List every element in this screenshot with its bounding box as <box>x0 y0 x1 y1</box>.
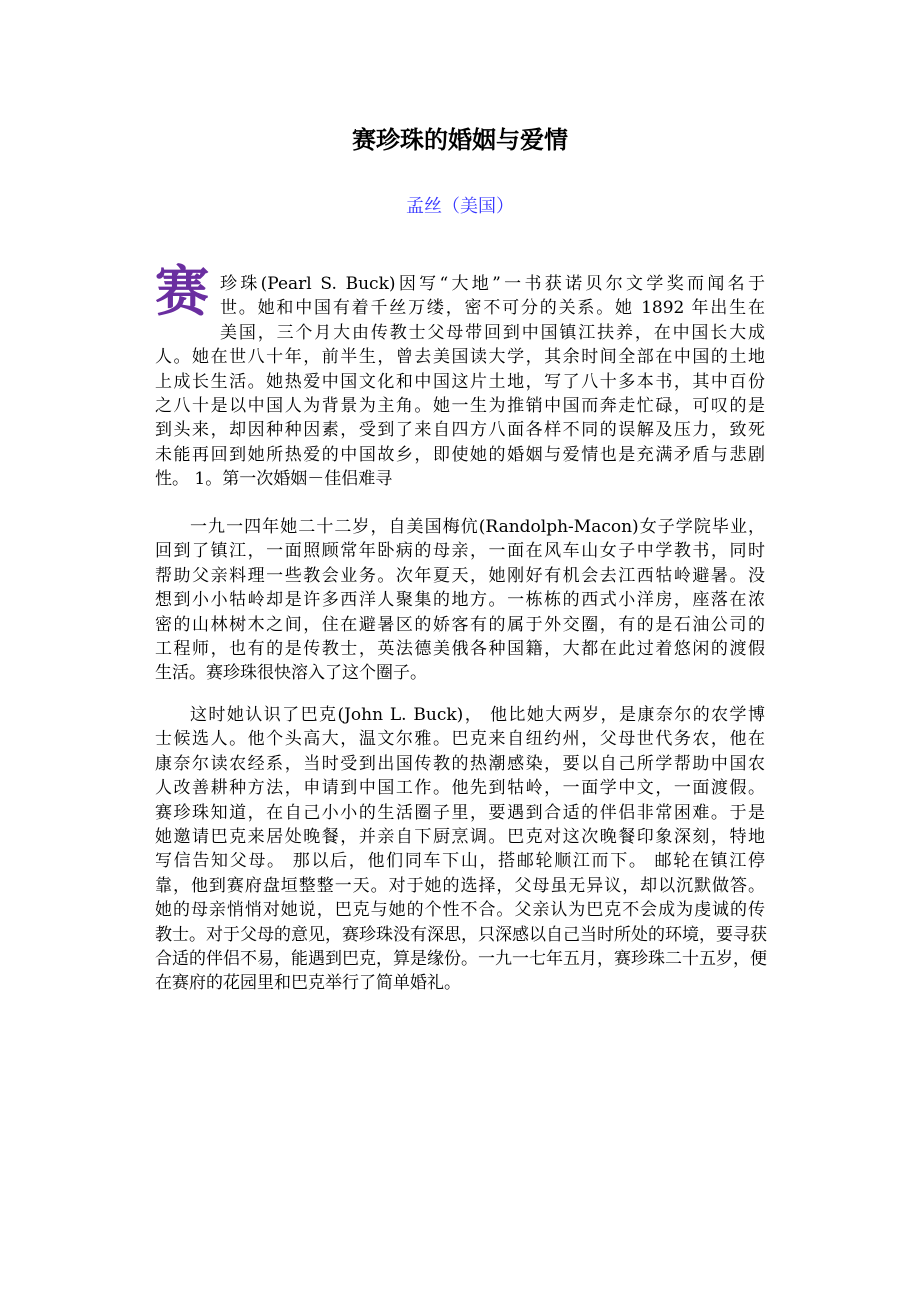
text-line: 生活。赛珍珠很快溶入了这个圈子。 <box>155 663 427 684</box>
text-line: 性。 1。第一次婚姻－佳侣难寻 <box>155 469 393 490</box>
text-line: 美国，三个月大由传教士父母带回到中国镇江扶养，在中国长大成 <box>220 322 765 343</box>
text-line: 写信告知父母。 那以后，他们同车下山，搭邮轮顺江而下。 邮轮在镇江停 <box>155 851 765 872</box>
text-line: 人改善耕种方法，申请到中国工作。他先到牯岭，一面学中文，一面渡假。 <box>155 778 765 799</box>
text-line: 人。她在世八十年，前半生，曾去美国读大学，其余时间全部在中国的土地 <box>155 347 765 368</box>
text-line: 教士。对于父母的意见，赛珍珠没有深思，只深感以自己当时所处的环境，要寻获 <box>155 924 767 945</box>
text-line: 合适的伴侣不易，能遇到巴克，算是缘份。一九一七年五月，赛珍珠二十五岁，便 <box>155 948 767 969</box>
text-line: 上成长生活。她热爱中国文化和中国这片土地，写了八十多本书，其中百份 <box>155 371 765 392</box>
drop-cap: 赛 <box>155 260 209 323</box>
paragraph-meeting-buck <box>155 703 765 996</box>
text-line: 到头来，却因种种因素，受到了来自四方八面各样不同的误解及压力，致死 <box>155 420 765 441</box>
text-line: 工程师，也有的是传教士，英法德美俄各种国籍，大都在此过着悠闲的渡假 <box>155 638 765 659</box>
text-line: 康奈尔读农经系，当时受到出国传教的热潮感染，要以自己所学帮助中国农 <box>155 753 765 774</box>
text-line: 她的母亲悄悄对她说，巴克与她的个性不合。父亲认为巴克不会成为虔诚的传 <box>155 900 765 921</box>
text-line: 未能再回到她所热爱的中国故乡，即使她的婚姻与爱情也是充满矛盾与悲剧 <box>155 444 765 465</box>
text-line: 回到了镇江，一面照顾常年卧病的母亲，一面在风车山女子中学教书，同时 <box>155 541 765 562</box>
text-line: 赛珍珠知道，在自己小小的生活圈子里，要遇到合适的伴侣非常困难。于是 <box>155 802 765 823</box>
text-line: 靠，他到赛府盘垣整整一天。对于她的选择，父母虽无异议，却以沉默做答。 <box>155 875 765 896</box>
text-line: 世。她和中国有着千丝万缕，密不可分的关系。她 1892 年出生在 <box>220 298 765 319</box>
paragraph-intro <box>155 272 765 492</box>
text-line: 士候选人。他个头高大，温文尔雅。巴克来自纽约州，父母世代务农，他在 <box>155 729 765 750</box>
text-line: 在赛府的花园里和巴克举行了简单婚礼。 <box>155 973 461 994</box>
text-line: 一九一四年她二十二岁，自美国梅伉(Randolph-Macon)女子学院毕业， <box>190 517 765 537</box>
text-line: 她邀请巴克来居处晚餐，并亲自下厨烹调。巴克对这次晚餐印象深刻，特地 <box>155 826 765 847</box>
document-title: 赛珍珠的婚姻与爱情 <box>352 126 568 154</box>
text-line: 之八十是以中国人为背景为主角。她一生为推销中国而奔走忙碌，可叹的是 <box>155 395 765 416</box>
text-line: 珍珠(Pearl S. Buck)因写“大地”一书获诺贝尔文学奖而闻名于 <box>220 274 765 294</box>
text-line: 密的山林树木之间，住在避暑区的娇客有的属于外交圈，有的是石油公司的 <box>155 614 765 635</box>
text-line: 想到小小牯岭却是许多西洋人聚集的地方。一栋栋的西式小洋房，座落在浓 <box>155 590 765 611</box>
text-line: 帮助父亲料理一些教会业务。次年夏天，她刚好有机会去江西牯岭避暑。没 <box>155 565 765 586</box>
author-line: 孟丝（美国） <box>406 196 514 217</box>
paragraph-first-marriage <box>155 515 765 686</box>
text-line: 这时她认识了巴克(John L. Buck)， 他比她大两岁，是康奈尔的农学博 <box>190 705 765 725</box>
